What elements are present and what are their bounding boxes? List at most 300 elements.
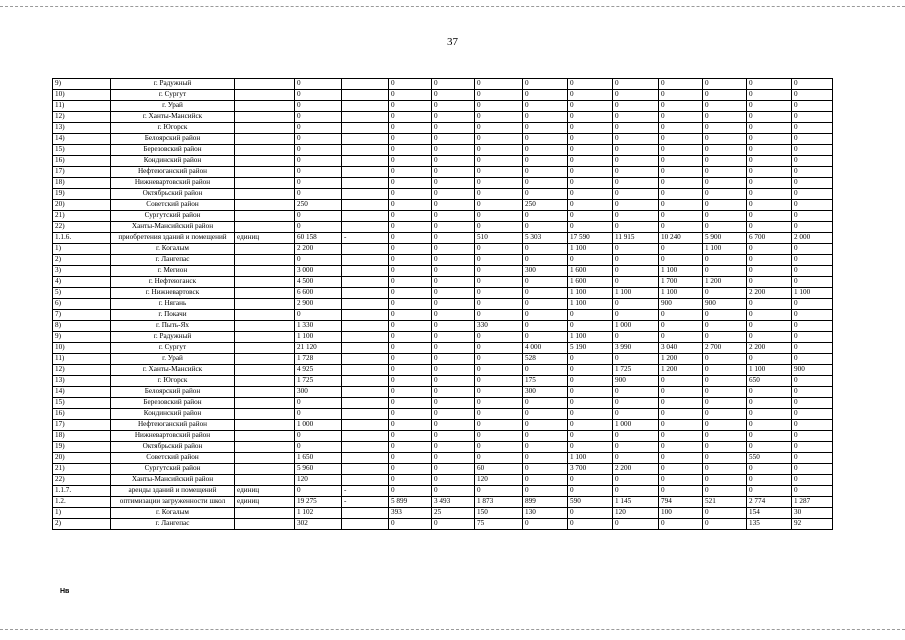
table-cell: 0 <box>432 167 475 178</box>
table-cell: 0 <box>523 101 568 112</box>
table-cell <box>342 79 389 90</box>
table-cell: 0 <box>703 420 747 431</box>
table-cell: 18) <box>53 178 111 189</box>
table-cell: 0 <box>747 442 792 453</box>
table-cell: 0 <box>747 189 792 200</box>
table-cell: 0 <box>389 431 432 442</box>
table-cell <box>342 508 389 519</box>
table-cell: г. Лангепас <box>111 255 235 266</box>
table-cell: Ханты-Мансийский район <box>111 475 235 486</box>
table-row <box>53 486 833 497</box>
table-cell: 0 <box>523 79 568 90</box>
table-row <box>53 420 833 431</box>
table-cell: 21 120 <box>295 343 342 354</box>
table-cell: 1 100 <box>568 332 613 343</box>
table-cell <box>235 343 295 354</box>
table-cell: 3 700 <box>568 464 613 475</box>
table-cell: 0 <box>432 189 475 200</box>
table-cell <box>342 200 389 211</box>
table-cell: 2 900 <box>295 299 342 310</box>
table-cell: 0 <box>613 310 659 321</box>
table-cell <box>342 442 389 453</box>
table-cell: 0 <box>568 222 613 233</box>
table-cell: 0 <box>432 222 475 233</box>
table-cell: 1 200 <box>703 277 747 288</box>
table-row <box>53 365 833 376</box>
table-cell: 0 <box>659 442 703 453</box>
table-cell: 0 <box>568 376 613 387</box>
table-cell: 0 <box>659 123 703 134</box>
table-cell: 0 <box>475 112 523 123</box>
table-cell <box>342 90 389 101</box>
table-cell: 0 <box>747 266 792 277</box>
table-cell: 590 <box>568 497 613 508</box>
table-cell: 0 <box>568 134 613 145</box>
table-cell: 0 <box>432 420 475 431</box>
table-cell: 0 <box>659 321 703 332</box>
table-cell: 0 <box>389 123 432 134</box>
table-row <box>53 244 833 255</box>
table-cell: 0 <box>568 321 613 332</box>
table-cell <box>235 200 295 211</box>
table-cell: 0 <box>389 453 432 464</box>
table-cell: 0 <box>568 442 613 453</box>
table-cell: 2 200 <box>613 464 659 475</box>
table-cell: 0 <box>432 266 475 277</box>
table-row <box>53 123 833 134</box>
table-cell: 0 <box>613 211 659 222</box>
table-cell: 0 <box>703 310 747 321</box>
table-cell: 0 <box>613 431 659 442</box>
table-cell: 0 <box>389 475 432 486</box>
table-cell: 1 100 <box>792 288 833 299</box>
table-cell: Кондинский район <box>111 156 235 167</box>
table-cell: 0 <box>703 167 747 178</box>
table-cell: 0 <box>568 200 613 211</box>
table-cell: 19) <box>53 442 111 453</box>
table-cell: 0 <box>792 475 833 486</box>
table-cell: 10) <box>53 343 111 354</box>
table-cell: 0 <box>747 222 792 233</box>
table-cell: 0 <box>475 101 523 112</box>
table-cell: 0 <box>792 222 833 233</box>
table-row <box>53 310 833 321</box>
table-cell: 0 <box>613 222 659 233</box>
table-cell: 11) <box>53 101 111 112</box>
table-cell: 1 145 <box>613 497 659 508</box>
table-cell <box>235 255 295 266</box>
table-cell: 0 <box>295 90 342 101</box>
table-cell: 5 303 <box>523 233 568 244</box>
table-cell: 0 <box>295 178 342 189</box>
table-cell: 330 <box>475 321 523 332</box>
table-cell: 5 960 <box>295 464 342 475</box>
table-cell: 0 <box>523 277 568 288</box>
table-cell: 0 <box>659 167 703 178</box>
table-cell: 0 <box>659 134 703 145</box>
table-cell: 0 <box>703 211 747 222</box>
table-cell: 300 <box>523 266 568 277</box>
table-cell: 0 <box>613 167 659 178</box>
table-cell: 0 <box>703 123 747 134</box>
table-cell: 0 <box>747 464 792 475</box>
table-cell: 0 <box>703 464 747 475</box>
table-cell: 0 <box>432 200 475 211</box>
table-row <box>53 101 833 112</box>
table-cell: 0 <box>475 90 523 101</box>
table-cell: 1) <box>53 508 111 519</box>
table-cell: 0 <box>703 178 747 189</box>
table-cell <box>235 211 295 222</box>
table-cell: 0 <box>703 101 747 112</box>
table-cell: 0 <box>389 200 432 211</box>
table-cell: 0 <box>475 244 523 255</box>
table-cell: 0 <box>703 288 747 299</box>
table-cell: 0 <box>703 255 747 266</box>
table-cell <box>342 343 389 354</box>
table-cell: единиц <box>235 497 295 508</box>
table-cell: Нижневартовский район <box>111 178 235 189</box>
table-cell: 14) <box>53 387 111 398</box>
table-cell: 0 <box>792 101 833 112</box>
table-cell: 0 <box>432 244 475 255</box>
table-cell: 10) <box>53 90 111 101</box>
table-cell: г. Когалым <box>111 508 235 519</box>
table-cell: 100 <box>659 508 703 519</box>
table-cell: 0 <box>703 387 747 398</box>
table-cell: 0 <box>659 387 703 398</box>
table-cell: 13) <box>53 123 111 134</box>
table-cell <box>235 178 295 189</box>
table-cell: 0 <box>432 464 475 475</box>
table-cell: 0 <box>568 310 613 321</box>
table-cell: 0 <box>389 189 432 200</box>
table-cell: 0 <box>568 178 613 189</box>
table-cell: г. Мегион <box>111 266 235 277</box>
table-cell: 0 <box>523 90 568 101</box>
table-cell: 1 725 <box>295 376 342 387</box>
table-cell: 0 <box>523 453 568 464</box>
table-cell <box>342 156 389 167</box>
table-cell: г. Нефтеюганск <box>111 277 235 288</box>
table-row <box>53 79 833 90</box>
table-cell: 0 <box>703 486 747 497</box>
table-cell: 0 <box>523 431 568 442</box>
table-cell: 0 <box>792 79 833 90</box>
table-cell: 300 <box>523 387 568 398</box>
table-cell: 4 925 <box>295 365 342 376</box>
table-cell: Белоярский район <box>111 134 235 145</box>
table-cell: 0 <box>747 145 792 156</box>
table-cell <box>235 156 295 167</box>
table-row <box>53 222 833 233</box>
table-cell: 0 <box>659 519 703 530</box>
table-cell: 0 <box>747 321 792 332</box>
table-cell: 13) <box>53 376 111 387</box>
table-cell: 0 <box>613 266 659 277</box>
table-cell: 0 <box>432 453 475 464</box>
table-cell: 154 <box>747 508 792 519</box>
table-cell: 0 <box>389 365 432 376</box>
table-cell: 16) <box>53 409 111 420</box>
table-cell: 6 700 <box>747 233 792 244</box>
table-cell: 794 <box>659 497 703 508</box>
table-cell: 1.2. <box>53 497 111 508</box>
table-row <box>53 299 833 310</box>
table-cell: 0 <box>389 112 432 123</box>
table-cell: 17 590 <box>568 233 613 244</box>
table-cell: 0 <box>792 310 833 321</box>
table-cell: Кондинский район <box>111 409 235 420</box>
table-cell <box>235 398 295 409</box>
table-cell: 0 <box>568 431 613 442</box>
table-cell: 0 <box>295 442 342 453</box>
table-cell: 393 <box>389 508 432 519</box>
table-cell <box>235 90 295 101</box>
table-cell: 0 <box>295 167 342 178</box>
table-cell: 1 100 <box>747 365 792 376</box>
table-cell <box>235 189 295 200</box>
table-cell: 0 <box>432 431 475 442</box>
table-cell: 0 <box>792 464 833 475</box>
table-cell: 0 <box>432 134 475 145</box>
table-cell: 0 <box>792 277 833 288</box>
table-cell: 0 <box>747 310 792 321</box>
table-cell: 0 <box>475 365 523 376</box>
table-cell: г. Ханты-Мансийск <box>111 365 235 376</box>
table-cell: 0 <box>703 112 747 123</box>
table-cell: 0 <box>792 123 833 134</box>
table-cell: 250 <box>523 200 568 211</box>
table-cell: 0 <box>568 519 613 530</box>
table-cell: 0 <box>389 222 432 233</box>
table-cell <box>342 178 389 189</box>
table-cell: 0 <box>523 123 568 134</box>
table-cell: 0 <box>792 343 833 354</box>
table-cell: единиц <box>235 233 295 244</box>
table-cell: 0 <box>792 200 833 211</box>
table-cell: 0 <box>475 453 523 464</box>
table-row <box>53 398 833 409</box>
table-cell: 4 500 <box>295 277 342 288</box>
table-cell: 0 <box>389 519 432 530</box>
table-cell: 0 <box>613 398 659 409</box>
table-cell: 0 <box>747 431 792 442</box>
table-cell: 0 <box>747 200 792 211</box>
table-cell: 0 <box>475 167 523 178</box>
table-cell: 0 <box>389 299 432 310</box>
table-cell: 5 900 <box>703 233 747 244</box>
table-row <box>53 112 833 123</box>
table-cell: Березовский район <box>111 398 235 409</box>
table-cell: 0 <box>432 178 475 189</box>
table-cell: г. Радужный <box>111 79 235 90</box>
table-cell: 0 <box>432 277 475 288</box>
table-cell: 0 <box>792 167 833 178</box>
table-cell: 0 <box>523 288 568 299</box>
table-cell: 0 <box>523 189 568 200</box>
table-cell: 0 <box>747 123 792 134</box>
table-cell <box>235 101 295 112</box>
table-cell: 0 <box>523 475 568 486</box>
table-cell: Нефтеюганский район <box>111 167 235 178</box>
table-cell: 0 <box>568 398 613 409</box>
table-cell: 0 <box>389 288 432 299</box>
table-cell: 0 <box>389 266 432 277</box>
table-cell: 0 <box>295 409 342 420</box>
table-cell: 0 <box>792 244 833 255</box>
table-cell: 6) <box>53 299 111 310</box>
table-cell: 300 <box>295 387 342 398</box>
table-cell: 3 990 <box>613 343 659 354</box>
table-cell: 0 <box>568 475 613 486</box>
table-cell: 0 <box>432 486 475 497</box>
table-cell: 0 <box>792 156 833 167</box>
table-cell: 2 000 <box>792 233 833 244</box>
table-cell <box>342 332 389 343</box>
table-cell: Сургутский район <box>111 464 235 475</box>
table-row <box>53 343 833 354</box>
table-cell: 0 <box>613 354 659 365</box>
table-cell: 0 <box>475 189 523 200</box>
table-cell: 0 <box>568 508 613 519</box>
table-cell: 0 <box>613 332 659 343</box>
table-cell <box>342 310 389 321</box>
table-cell: г. Ханты-Мансийск <box>111 112 235 123</box>
table-cell: 0 <box>613 387 659 398</box>
table-cell: Нижневартовский район <box>111 431 235 442</box>
table-cell: Октябрьский район <box>111 189 235 200</box>
table-cell: 1 287 <box>792 497 833 508</box>
table-cell: 5) <box>53 288 111 299</box>
table-cell <box>342 354 389 365</box>
table-cell: 120 <box>613 508 659 519</box>
table-cell: 21) <box>53 464 111 475</box>
table-cell: 0 <box>792 211 833 222</box>
table-cell: 1 000 <box>613 321 659 332</box>
table-cell: 0 <box>389 343 432 354</box>
table-row <box>53 189 833 200</box>
table-cell: 0 <box>613 79 659 90</box>
table-cell: 0 <box>747 156 792 167</box>
table-body <box>53 79 833 530</box>
table-cell: 0 <box>792 376 833 387</box>
table-cell <box>235 321 295 332</box>
table-cell: 0 <box>659 145 703 156</box>
table-row <box>53 134 833 145</box>
table-cell: 0 <box>389 277 432 288</box>
table-cell: 0 <box>389 332 432 343</box>
table-cell: 0 <box>703 145 747 156</box>
table-cell: 0 <box>295 211 342 222</box>
table-cell: 5 190 <box>568 343 613 354</box>
table-cell: 0 <box>389 387 432 398</box>
table-cell: 0 <box>613 189 659 200</box>
table-cell: 6 600 <box>295 288 342 299</box>
table-cell: 0 <box>659 244 703 255</box>
table-cell: 5 899 <box>389 497 432 508</box>
table-cell: 0 <box>703 365 747 376</box>
table-cell: 0 <box>389 178 432 189</box>
footer-mark: Нв <box>60 588 70 595</box>
table-cell: 0 <box>523 145 568 156</box>
table-cell <box>342 420 389 431</box>
table-cell: 0 <box>475 409 523 420</box>
table-cell: 0 <box>523 398 568 409</box>
table-cell: 0 <box>295 189 342 200</box>
table-cell: 0 <box>747 398 792 409</box>
table-cell: 2 200 <box>747 343 792 354</box>
table-cell: г. Урай <box>111 101 235 112</box>
table-cell: 0 <box>659 178 703 189</box>
table-cell <box>342 365 389 376</box>
table-cell: 0 <box>613 453 659 464</box>
table-cell: 1 100 <box>568 453 613 464</box>
table-cell: г. Сургут <box>111 343 235 354</box>
table-cell: 0 <box>747 332 792 343</box>
table-cell: 0 <box>613 255 659 266</box>
table-cell: 0 <box>792 409 833 420</box>
table-cell: г. Покачи <box>111 310 235 321</box>
table-cell: 0 <box>792 387 833 398</box>
table-cell: 0 <box>475 288 523 299</box>
table-cell <box>342 299 389 310</box>
table-cell: 0 <box>792 189 833 200</box>
table-cell: 0 <box>747 134 792 145</box>
table-cell <box>342 244 389 255</box>
table-cell: 0 <box>295 222 342 233</box>
table-cell: 0 <box>523 409 568 420</box>
table-cell: 0 <box>389 255 432 266</box>
table-cell: 0 <box>747 354 792 365</box>
table-cell: 75 <box>475 519 523 530</box>
table-cell: приобретения зданий и помещений <box>111 233 235 244</box>
table-cell: 0 <box>432 387 475 398</box>
table-cell: 0 <box>523 486 568 497</box>
table-cell: 0 <box>703 79 747 90</box>
table-cell: Березовский район <box>111 145 235 156</box>
table-cell: 0 <box>613 475 659 486</box>
table-cell: 1 000 <box>295 420 342 431</box>
table-cell <box>235 79 295 90</box>
table-cell: г. Пыть-Ях <box>111 321 235 332</box>
table-cell: Белоярский район <box>111 387 235 398</box>
table-cell: 0 <box>475 145 523 156</box>
table-row <box>53 453 833 464</box>
table-cell: 1 100 <box>703 244 747 255</box>
table-cell: 1 100 <box>613 288 659 299</box>
table-cell: 21) <box>53 211 111 222</box>
table-cell: 0 <box>792 398 833 409</box>
table-cell: 1 100 <box>295 332 342 343</box>
table-cell: 2 200 <box>747 288 792 299</box>
table-cell: 0 <box>432 376 475 387</box>
table-cell: аренды зданий и помещений <box>111 486 235 497</box>
table-cell: 1.1.6. <box>53 233 111 244</box>
table-cell: 1 100 <box>568 288 613 299</box>
table-cell: 0 <box>613 244 659 255</box>
table-cell: 900 <box>659 299 703 310</box>
table-cell: 0 <box>523 112 568 123</box>
table-cell: г. Нижневартовск <box>111 288 235 299</box>
table-cell: 22) <box>53 222 111 233</box>
table-cell: 0 <box>792 134 833 145</box>
table-cell: 0 <box>389 321 432 332</box>
table-cell: 4 000 <box>523 343 568 354</box>
table-row <box>53 475 833 486</box>
table-cell: 0 <box>659 156 703 167</box>
table-cell: 120 <box>475 475 523 486</box>
